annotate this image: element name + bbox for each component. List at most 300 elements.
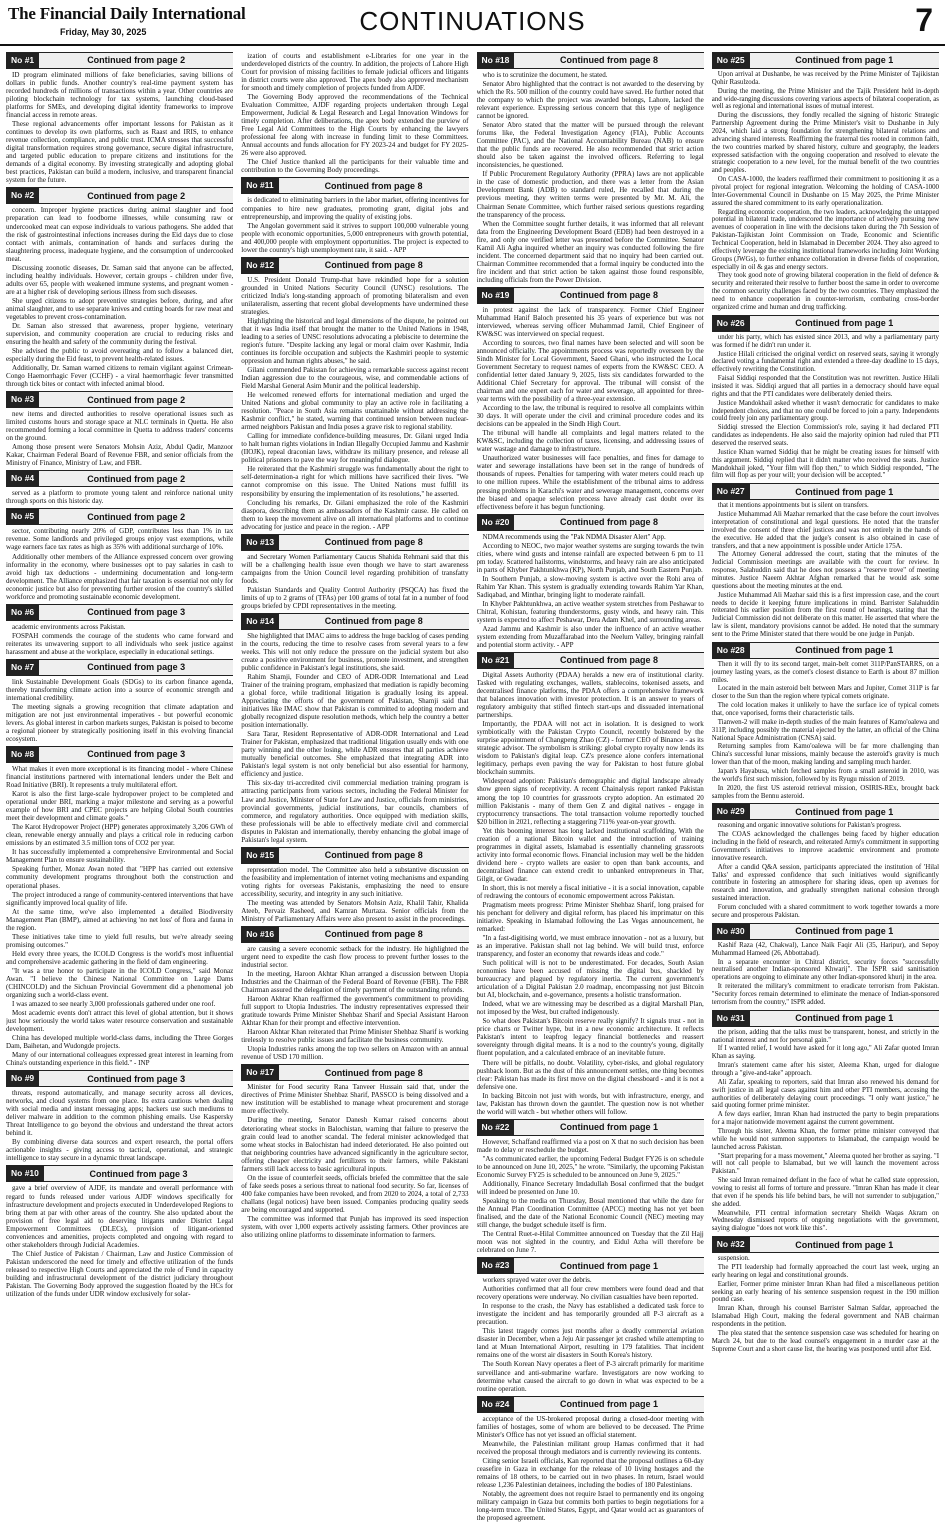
continuation-article (241, 613, 468, 844)
article-paragraph: Haroon Akhtar Khan reiterated that Prime Minister Shehbaz Sharif is working tirelessly to resolve public issues and facilitate the business community. (241, 1028, 469, 1045)
article-body (712, 822, 939, 919)
article-paragraph: The Central Ruet-e-Hilal Committee announced on Tuesday that the Zil Hajj moon was not sighted in the country, and Eidul Azha will therefore be celebrated on June 7. (476, 1230, 704, 1255)
continuation-article (6, 604, 233, 656)
continued-heading: Continued from page 1 (795, 55, 894, 66)
article-header (6, 1165, 233, 1182)
continued-heading: Continued from page 2 (87, 190, 186, 201)
article-paragraph: Concluding his remarks, Dr. Gilani emphasized the role of the Kashmiri diaspora, describing them as ambassadors of the Kashmir cause. He called on them to keep the movement alive on all international platforms and to continue advocating for justice and peace in the region. - APP (241, 498, 469, 531)
article-paragraph: who is to scrutinize the document, he stated. (482, 71, 608, 79)
article-body (241, 945, 468, 1061)
continuation-article (6, 391, 233, 467)
article-body (6, 678, 233, 743)
article-paragraph: There will be pitfalls, no doubt. Volatility, cyber-risks, and global regulatory pushback loom. But as the dust of this announcement settles, one thing becomes clear: Pakistan has made its first move on the digital chessboard - and it is not a defensive one. (476, 1058, 704, 1091)
article-paragraph: Meanwhile, PTI central information secretary Sheikh Waqas Akram on Wednesday dismissed reports of ongoing negotiations with the government, saying dialogue "does not work like this". (711, 1209, 939, 1233)
article-number-tag: No #19 (477, 288, 515, 303)
publication-date: Friday, May 30, 2025 (60, 27, 147, 37)
article-paragraph: Most academic events don't attract this level of global attention, but it shows just how seriously the world takes water resource conservation and sustainable development. (6, 1008, 234, 1034)
article-paragraph: "As communicated earlier, the upcoming Federal Budget FY26 is on schedule to be announced on June 10, 2025," he wrote. "Similarly, the upcoming Pakistan Economic Survey FY25 is scheduled to be announced on June 9, 2025." (476, 1154, 704, 1179)
continued-heading: Continued from page 1 (560, 1260, 659, 1271)
article-paragraph: Speaking further, Monaz Awan noted that "HPP has carried out extensive community development programs throughout both the construction and operational phases. (6, 865, 234, 890)
article-paragraph: under his party, which has existed since 2013, and why a parliamentary party was formed if he didn't run under it. (711, 333, 939, 349)
continued-heading: Continued from page 1 (795, 1013, 894, 1024)
article-number-tag: No #11 (241, 178, 278, 193)
article-paragraph: Additionally, Dr. Saman warned citizens to remain vigilant against Crimean-Congo Haemorrhagic Fever (CCHF) - a viral haemorrhagic fever transmitted through tick bites or contact with infected animal blood. (6, 364, 234, 389)
continuation-article (477, 514, 704, 649)
continuation-article (477, 52, 704, 284)
article-paragraph: They took good note of growing bilateral cooperation in the field of defence & security and reiterated their resolve to further boost the same in order to overcome the common security challenges faced by the two countries. They emphasized the need to enhance cooperation in counter-terrorism, combating cross-border organized crime and human and drug trafficking. (711, 272, 939, 311)
article-paragraph: Pragmatism meets progress: Prime Minister Shehbaz Sharif, long praised for his penchant for delivery and digital reform, has placed his imprimatur on this initiative. Speaking in Islamabad following the Las Vegas announcement, he remarked: (476, 900, 704, 933)
article-paragraph: Senator Abro highlighted that the contract is not awarded to the deserving by which the Rs. 500 million of the country could have saved. He further noted that the company to which the project was awarded belongs, Lahore, lacked the relevant experience. Expressing serious concern that this type of negligence cannot be ignored. (476, 80, 704, 121)
article-paragraph: During the meeting, the Prime Minister and the Tajik President held in-depth and wide-ranging discussions covering various aspects of bilateral cooperation, as well as regional and international issues of mutual interest. (711, 87, 939, 111)
article-number-tag: No #28 (712, 643, 750, 658)
article-paragraph: Karot is also the first large-scale hydropower project to be completed and operational under BRI, marking a major milestone and serving as a powerful example of how BRI and CPEC projects are helping Global South countries meet their development and climate goals." (6, 790, 234, 823)
article-paragraph: So what does Pakistan's Bitcoin reserve really signify? It signals trust - not in price charts or Twitter hype, but in a new economic architecture. It reflects Pakistan's intent to leapfrog legacy financial bottlenecks and reassert sovereignty through digital means. It is a nod to the country's young, digitally fluent population, and a calculated embrace of an inevitable future. (476, 1017, 704, 1058)
article-body (712, 661, 939, 801)
article-body (6, 1184, 233, 1297)
article-body (477, 1415, 704, 1522)
article-number-tag: No #1 (6, 53, 39, 68)
article-header (241, 177, 468, 194)
article-paragraph: She highlighted that IMAC aims to address the huge backlog of cases pending in the courts, reducing the time to resolve cases from several years to a few weeks. This will not only reduce the pressure on the judicial system but also create a positive environment for business, promote investment, and strengthen public confidence in Pakistan's legal institutions, she said. (241, 631, 469, 672)
article-paragraph: sector, contributing nearly 20% of GDP, contributes less than 1% in tax revenue. Some landlords and privileged groups enjoy vast exemptions, while wage earners face tax rates as high as 35% with additional surcharge of 10%. (6, 527, 234, 552)
article-paragraph: Unauthorized water businesses will face penalties, and fines for damage to water and sewerage installations have been set in the range of hundreds of thousands of rupees. Penalties for tampering with water meters could reach up to one million rupees. While the establishment of the tribunal aims to address pressing problems in Karachi's water and sewerage management, concerns over the biased and opaque selection process have already cast doubt over its effectiveness before it has begun functioning. (476, 454, 704, 511)
continuation-article (241, 177, 468, 253)
article-body (241, 276, 468, 531)
article-paragraph: Imran's statement came after his sister, Aleema Khan, urged for dialogue through a "give-and-take" approach. (711, 1062, 939, 1077)
continued-heading: Continued from page 3 (87, 662, 186, 673)
continuation-article (712, 803, 939, 919)
article-body (477, 1276, 704, 1392)
article-paragraph: In backing Bitcoin not just with words, but with infrastructure, energy, and law, Pakistan has thrown down the gauntlet. The question now is not whether the world will watch - but whether others will follow. (476, 1091, 704, 1116)
article-header (477, 1119, 704, 1136)
article-paragraph: Minister for Food security Rana Tanveer Hussain said that, under the directives of Prime Minister Shehbaz Sharif, PASSCO is being dissolved and a new institution will be established to manage wheat procurement and storage more effectively. (241, 1083, 469, 1116)
article-paragraph: Citing senior Israeli officials, Kan reported that the proposal outlines a 60-day ceasefire in Gaza in exchange for the release of 10 living hostages and the remains of 18 others, to be carried out in two phases. In return, Israel would release 1,236 Palestinian detainees, including the bodies of 180 Palestinians. (476, 1456, 704, 1489)
article-number-tag: No #25 (712, 53, 750, 68)
article-body (712, 1029, 939, 1233)
continued-heading: Continued from page 3 (87, 607, 186, 618)
article-header (712, 315, 939, 332)
article-paragraph: the prison, adding that the talks must be transparent, honest, and strictly in the national interest and not for personal gain." (711, 1028, 939, 1044)
article-body (477, 533, 704, 649)
article-paragraph: The meeting was attended by Senators Mohsin Aziz, Khalil Tahir, Khalida Ateeb, Pervaiz Rasheed, and Kamran Murtaza. Senior officials from the Ministry of Parliamentary Affairs were also present to assist in the proceedings. (241, 898, 469, 923)
article-paragraph: If Public Procurement Regulatory Authority (PPRA) laws are not applicable in the case of domestic production, and there was a letter from the Asian Development Bank (ADB) to standard ruled, He recalled that during the previous meeting, they written terms were presented by Mr. M. Ali, the Chairman Senate Committee, which further raised serious questions regarding the transparency of the process. (476, 170, 704, 219)
article-paragraph: The plea stated that the sentence suspension case was scheduled for hearing on March 24, but due to the lead counsel's engagement in a murder case at the Supreme Court and a short cause list, the hearing was postponed until after Eid. (711, 1329, 939, 1353)
continuation-article (241, 847, 468, 923)
continuation-article (241, 52, 468, 174)
article-header (712, 483, 939, 500)
article-paragraph: However, Schaffand reaffirmed via a post on X that no such decision has been made to delay or reschedule the budget. (476, 1137, 704, 1154)
masthead (0, 0, 945, 46)
article-number-tag: No #9 (6, 1071, 39, 1086)
continued-heading: Continued from page 8 (560, 290, 659, 301)
article-body (6, 71, 233, 184)
article-paragraph: and Secretary Women Parliamentary Caucus Shahida Rehmani said that this will be a challenging health issue even though we have to start awareness campaigns from the Union Council level regarding prohibition of transfatty foods. (241, 552, 469, 585)
article-body (712, 71, 939, 312)
article-paragraph: "In a fast-digitising world, we must embrace innovation - not as a luxury, but as an imperative. Pakistan shall not lag behind. We will build trust, enforce transparency, and foster an economy that rewards ideas and code." (476, 934, 704, 959)
article-paragraph: Utopia Industries ranks among the top two sellers on Amazon with an annual revenue of USD 170 million. (241, 1045, 469, 1062)
article-paragraph: These regional advancements offer important lessons for Pakistan as it continues to develop its own platforms, such as Raast and IRIS, to enhance revenue collection, compliance, and public trust. ICMA stresses that successful digital transformation requires strong governance, secure digital infrastructure, and targeted public education to prepare citizens and institutions for the demands of a digital economy. By investing strategically and adopting global best practices, Pakistan can build a modern, inclusive, and transparent financial system for the future. (6, 120, 234, 185)
article-body (6, 765, 233, 1067)
article-header (477, 652, 704, 669)
article-paragraph: Ali Zafar, speaking to reporters, said that Imran also renewed his demand for swift justice in all legal cases against him and other PTI members, accusing the authorities of deliberately delaying court proceedings. "I only want justice," he said quoting former prime minister. (711, 1078, 939, 1110)
article-paragraph: Japan's Hayabusa, which fetched samples from a small asteroid in 2010, was the world's first such mission, followed by its Ryugu mission of 2019. (711, 768, 939, 783)
article-header (6, 52, 233, 69)
article-paragraph: China has developed multiple world-class dams, including the Three Gorges Dam, Baihetan, and Wudongde projects. (6, 1034, 234, 1051)
article-number-tag: No #7 (6, 660, 39, 675)
article-paragraph: Justice Khan warned Siddiqi that he might be creating issues for himself with this argument. Siddiqi replied that it didn't matter who received the seats. Justice Mandokhail joked, "Your film will flop then," to which Siddiqi responded, "The film will flop as per your will; your decision will be accepted." (711, 448, 939, 480)
article-header (241, 613, 468, 630)
article-paragraph: By combining diverse data sources and expert research, the portal offers actionable insights - giving access to tactical, operational, and strategic intelligence to stay secure in a dynamic threat landscape. (6, 1138, 234, 1163)
article-header (6, 508, 233, 525)
article-body (241, 52, 468, 174)
article-paragraph: Authorities confirmed that all four crew members were found dead and that recovery operations were underway. No civilian casualties have been reported. (476, 1285, 704, 1302)
continued-heading: Continued from page 1 (560, 1398, 659, 1409)
article-paragraph: academic environments across Pakistan. (12, 622, 126, 631)
article-number-tag: No #16 (241, 927, 279, 942)
continuation-article (6, 746, 233, 1067)
continued-heading: Continued from page 1 (795, 806, 894, 817)
article-paragraph: Returning samples from Kamo'oalewa will be far more challenging than China's successful lunar missions, mainly because the asteroid's gravity is much lower than that of the moon, making landing and sampling much harder. (711, 743, 939, 767)
article-paragraph: acceptance of the US-brokered proposal during a closed-door meeting with families of hostages, some of whom are believed to be deceased. The Prime Minister's Office has not yet issued an official statement. (476, 1414, 704, 1439)
article-header (712, 642, 939, 659)
continued-heading: Continued from page 3 (87, 1073, 186, 1084)
article-paragraph: He reiterated that the Kashmiri struggle was fundamentally about the right to self-determination-a right for which millions have sacrificed their lives. "We cannot compromise on this issue. The United Nations must fulfill its responsibility by ensuring the implementation of its resolutions," he asserted. (241, 465, 469, 498)
article-number-tag: No #8 (6, 747, 39, 762)
article-paragraph: If I wanted relief, I would have asked for it long ago," Ali Zafar quoted Imran Khan as saying. (711, 1045, 939, 1061)
article-paragraph: workers sprayed water over the debris. (482, 1276, 592, 1285)
article-paragraph: In response to the crash, the Navy has established a dedicated task force to investigate the incident and has temporarily grounded all P-3 aircraft as a precaution. (476, 1302, 704, 1327)
article-paragraph: According to NEOC, two major weather systems are surging towards the twin cities, where wind gusts and intense rainfall are expected between 6 pm to 11 pm today. Scattered hailstorms, windstorms, and heavy rain are also anticipated in parts of Khyber Pakhtunkhwa (KP), North Punjab, and South Eastern Punjab. (476, 541, 704, 574)
continuation-article (712, 1010, 939, 1233)
article-paragraph: I was amazed to see nearly 3,000 professionals gathered under one roof. (12, 999, 216, 1008)
article-body (241, 553, 468, 610)
article-paragraph: Siddiqi stressed the Election Commission's role, saying it had declared PTI candidates as independents. He also said the majority opinion had ruled that PTI deserved the reserved seats. (711, 424, 939, 447)
continuation-article (6, 1165, 233, 1297)
article-header (6, 391, 233, 408)
article-paragraph: Pakistan Standards and Quality Control Authority (PSQCA) has fixed the limits of up to 2 grams of (TFAs) per 100 grams of total fat in a number of food groups briefed by CPDI representatives in the meeting. (241, 585, 469, 610)
article-paragraph: link Sustainable Development Goals (SDGs) to its carbon finance agenda, thereby transforming climate action into a source of economic strength and international credibility. (6, 677, 234, 702)
paper-name: The Financial Daily International (8, 4, 246, 23)
article-paragraph: The project introduced a range of community-centered interventions that have significantly improved local quality of life. (6, 890, 234, 907)
article-body (712, 502, 939, 639)
article-number-tag: No #26 (712, 316, 750, 331)
article-paragraph: Widespread adoption: Pakistan's demographic and digital landscape already show green signs of receptivity. A recent Chainalysis report ranked Pakistan among the top 10 countries for grassroots crypto adoption. An estimated 20 million Pakistanis - many of them Gen Z and digital natives - engage in cryptocurrency transactions. The total transaction volume reportedly touched $20 billion in 2021, reflecting a staggering 711% year-on-year growth. (476, 777, 704, 826)
article-paragraph: Such political will is not to be underestimated. For decades, South Asian economies have been accused of missing the digital bus, shackled by bureaucracy and plagued by regulatory inertia. The current government's articulation of a Digital Pakistan 2.0 roadmap, encompassing not just Bitcoin but AI, blockchain, and e-governance, presents a holistic transformation. (476, 959, 704, 1000)
article-header (6, 746, 233, 763)
article-header (712, 1236, 939, 1253)
article-paragraph: These initiatives take time to yield full results, but we're already seeing promising outcomes." (6, 932, 234, 949)
article-paragraph: She said Imran remained defiant in the face of what he called state oppression, vowing to resist all forms of torture and pressure. "Imran Khan has made it clear that even if he spends his life behind bars, he will not surrender to subjugation," she added. (711, 1177, 939, 1208)
article-number-tag: No #10 (6, 1166, 44, 1181)
article-paragraph: Meanwhile, the Palestinian militant group Hamas confirmed that it had received the proposal through mediators and is currently reviewing its contents. (476, 1439, 704, 1456)
article-paragraph: Speaking to the media on Thursday, Bosal mentioned that while the date for the Annual Plan Coordination Committee (APCC) meeting has not yet been finalised, and the date of the National Economic Council (NEC) meeting may still change, the budget schedule itself is firm. (476, 1196, 704, 1230)
article-paragraph: Additionally, Finance Secretary Imdadullah Bosal confirmed that the budget will indeed be presented on June 10. (476, 1179, 704, 1196)
article-header (477, 52, 704, 69)
article-paragraph: "It was a true honor to participate in the ICOLD Congress," said Monaz Awan. "I believe the Chinese National Committee on Large Dams (CHINCOLD) and the Sichuan Provincial Government did a phenomenal job organizing such a world-class event. (6, 966, 234, 999)
article-paragraph: U.S. President Donald Trump-that have rekindled hope for a solution grounded in United Nations Security Council (UNSC) resolutions. The criticized India's long-standing approach of promoting bilateralism and even unilateralism, asserting that recent global developments have undermined these strategies. (241, 275, 469, 316)
continuation-article (241, 926, 468, 1061)
continued-heading: Continued from page 8 (324, 850, 423, 861)
article-header (477, 1257, 704, 1274)
article-paragraph: In the meeting, Haroon Akhtar Khan arranged a discussion between Utopia Industries and the Chairman of the Federal Board of Revenue (FBR). The FBR Chairman assured the delegation of timely payment of the outstanding refunds. (241, 970, 469, 995)
article-paragraph: On the issue of counterfeit seeds, officials briefed the committee that the sale of fake seeds poses a serious threat to national food security. So far, licenses of 400 fake companies have been revoked, and from 2020 to 2024, a total of 2,733 challans (legal notices) have been issued. Companies producing quality seeds are being encouraged and supported. (241, 1173, 469, 1214)
continued-heading: Continued from page 1 (560, 1122, 659, 1133)
article-body (712, 942, 939, 1007)
article-header (6, 1070, 233, 1087)
article-paragraph: Among those present were Senators Mohsin Aziz, Abdul Qadir, Manzoor Kakar, Chairman Federal Board of Revenue FBR, and senior officials from the Ministry of Finance, Ministry of Law, and FBR. (6, 443, 234, 468)
article-number-tag: No #23 (477, 1258, 515, 1273)
article-paragraph: He welcomed renewed efforts for international mediation and urged the United Nations and global community to play an active role in facilitating a resolution. "Peace in South Asia remains unattainable without addressing the Kashmir conflict," he stated, warning that continued tension between nuclear-armed neighbors Pakistan and India poses a grave risk to regional stability. (241, 391, 469, 432)
article-paragraph: The committee was informed that Punjab has improved its seed inspection system, with over 1,000 experts actively assisting farmers. Other provinces are also utilizing online platforms to disseminate information to farmers. (241, 1214, 469, 1239)
article-number-tag: No #29 (712, 804, 750, 819)
article-paragraph: reasoning and organic innovative solutions for Pakistan's progress. (717, 822, 902, 830)
article-number-tag: No #27 (712, 484, 750, 499)
continuation-article (6, 659, 233, 743)
continued-heading: Continued from page 1 (795, 318, 894, 329)
article-number-tag: No #30 (712, 924, 750, 939)
article-paragraph: The South Korean Navy operates a fleet of P-3 aircraft primarily for maritime surveillance and anti-submarine warfare. Investigators are now working to determine what caused the aircraft to go down in what was expected to be a routine operation. (476, 1360, 704, 1393)
continuation-article (477, 1396, 704, 1522)
continued-heading: Continued from page 8 (324, 260, 423, 271)
article-body (712, 1255, 939, 1353)
article-number-tag: No #31 (712, 1011, 750, 1026)
article-paragraph: Justice Mandokhail asked whether it wasn't democratic for candidates to make independent choices, and that no one could be forced to join a party. Independents could freely join any parliamentary group. (711, 399, 939, 423)
continuation-article (712, 483, 939, 639)
continuation-article (712, 642, 939, 801)
article-paragraph: Highlighting the historical and legal dimensions of the dispute, he pointed out that it was India itself that brought the matter to the United Nations in 1948, leading to a series of UNSC resolutions advocating a plebiscite to determine the region's future. "Despite lacking any legal or moral claim over Kashmir, India continues its forcible occupation and subjects the Kashmiri people to systemic oppression and human rights abuses," he said. (241, 316, 469, 365)
article-body (241, 196, 468, 253)
continued-heading: Continued from page 8 (560, 55, 659, 66)
article-body (6, 623, 233, 656)
continued-heading: Continued from page 8 (324, 537, 423, 548)
article-number-tag: No #18 (477, 53, 515, 68)
article-body (712, 334, 939, 480)
article-number-tag: No #20 (477, 515, 515, 530)
article-paragraph: Senator Abro stated that the matter will be pursued through the relevant forums like, the Federal Investigation Agency (FIA), Public Accounts Committee (PAC), and the National Accountability Bureau (NAB) to ensure that the public funds are recovered. He also recommended that strict action should also be taken against the involved officers. Referring to legal inconsistencies, he questioned. (476, 121, 704, 170)
continued-heading: Continued from page 1 (795, 1239, 894, 1250)
article-paragraph: Kashif Raza (42, Chakwal), Lance Naik Faqir Ali (35, Haripur), and Sepoy Muhammad Hameed (26, Abbottabad). (711, 941, 939, 957)
continued-heading: Continued from page 3 (87, 749, 186, 760)
article-header (477, 514, 704, 531)
article-number-tag: No #21 (477, 653, 515, 668)
article-paragraph: In 2020, the first US asteroid retrieval mission, OSIRIS-REx, brought back samples from the Bennu asteroid. (711, 784, 939, 800)
article-body (6, 1089, 233, 1162)
continuation-article (6, 508, 233, 600)
article-paragraph: During the meeting, Senator Danesh Kumar raised concerns about deteriorating wheat stocks in Balochistan, warning that failure to preserve the grain could lead to another scandal. The federal minister acknowledged that some wheat stocks in Balochistan had indeed deteriorated. He also pointed out that neighboring countries have advanced significantly in the agriculture sector, offering cheaper electricity and fertilizers to their farmers, while Pakistani farmers still lack access to basic agricultural inputs. (241, 1116, 469, 1173)
article-paragraph: The Chief Justice thanked all the participants for their valuable time and contribution to the Governing Body proceedings. (241, 158, 469, 175)
article-body (241, 1083, 468, 1239)
article-paragraph: Through his sister, Aleema Khan, the former prime minister conveyed that while he would not summon supporters to Islamabad, the campaign would be launched across Pakistan. (711, 1127, 939, 1151)
article-paragraph: The Governing Body approved the recommendations of the Technical Evaluation Committee, AJDF regarding projects undertaken through Legal Empowerment, Judicial & Legal Research and Legal Innovation Windows for timely completion. After deliberations, the apex body extended the purview of Free Legal Aid Committees to the High Courts by enhancing the lawyers professional fee along with increase in funding limit to these Committees. Annual accounts and funds allocation for FY 2023-24 and budget for FY 2025-26 were also approved. (241, 93, 469, 158)
continuation-article (712, 923, 939, 1007)
column-3 (477, 52, 704, 1522)
article-paragraph: When the Committee sought further details, it was informed that all relevant data from the Engineering Development Board (EDB) had been destroyed in a fire, and only one verified letter was presented before the Committee. Senator Kamil Ali Agha inquired whether an inquiry was conducted following the fire incident. The concerned department said that no inquiry had been carried out. Chairman Committee recommended that a formal inquiry be conducted into the fire incident and that strict action be taken against those found responsible, including officials from the Power Division. (476, 219, 704, 284)
article-paragraph: During the discussions, they fondly recalled the signing of historic Strategic Partnership Agreement during the Prime Minister's visit to Dushanbe in July 2024, which laid a strong foundation for strengthening bilateral relations and advancing shared interests. Reaffirming the fraternal ties rooted in common faith, the two countries marked by shared history, culture and geography, the leaders expressed satisfaction with the ongoing cooperation and resolved to elevate the strategic cooperation to a new level, for the mutual benefit of the two countries and peoples. (711, 112, 939, 175)
article-paragraph: The Attorney General addressed the court, stating that the minutes of the Judicial Commission meetings are available with the court for review. In response, Salahuddin said that he does not possess a "reserve trove" of meeting minutes. Justice Naeem Akhtar Afghan remarked that he would ask some questions about the meeting minutes at the end. (711, 551, 939, 590)
article-paragraph: What makes it even more exceptional is its financing model - where Chinese financial institutions partnered with international lenders under the Belt and Road Initiative (BRI). It represents a truly multilateral effort. (6, 765, 234, 790)
article-paragraph: According to the law, the tribunal is required to resolve all complaints within 30 days. It will operate under the civil and criminal procedure codes and its decisions can be appealed in the Sindh High Court. (476, 404, 704, 429)
continued-heading: Continued from page 8 (324, 1067, 423, 1078)
article-body (6, 489, 233, 505)
article-paragraph: served as a platform to promote young talent and reinforce national unity through sports on this historic day. (6, 489, 234, 506)
article-number-tag: No #3 (6, 392, 39, 407)
article-paragraph: suspension. (717, 1255, 750, 1263)
article-body (6, 527, 233, 600)
continuation-article (477, 1257, 704, 1392)
column-2 (241, 52, 468, 1522)
article-number-tag: No #6 (6, 605, 39, 620)
article-header (6, 470, 233, 487)
article-body (477, 671, 704, 1116)
article-paragraph: Azad Jammu and Kashmir is also under the influence of an active weather system extending from Muzaffarabad into the Neelum Valley, bringing rainfall and potential storm activity. - APP (476, 624, 704, 649)
article-paragraph: In Khyber Pakhtunkhwa, an active weather system stretches from Peshawar to Chitral, Kohistan, featuring thunderstorms, gusty winds, and heavy rain. This system is expected to affect Peshawar, Dera Adam Khel, and surrounding areas. (476, 599, 704, 624)
article-paragraph: It reiterated the military's commitment to eradicate terrorism from Pakistan. "Security forces remain determined to eliminate the menace of Indian-sponsored terrorism from the country," ISPR added. (711, 983, 939, 1006)
article-number-tag: No #22 (477, 1120, 515, 1135)
article-paragraph: Yet this booming interest has long lacked institutional scaffolding. With the creation of a national Bitcoin wallet and the introduction of training programmes in digital assets, Islamabad is essentially channeling grassroots activity into formal economic flows. Financial inclusion may well be the hidden dividend here - crypto wallets are easier to open than bank accounts, and decentralised finance can extend credit to unbanked entrepreneurs in Thar, Gilgit, or Gwadar. (476, 826, 704, 883)
page-number: 7 (915, 2, 933, 38)
article-paragraph: Upon arrival at Dushanbe, he was received by the Prime Minister of Tajikistan Qohir Rasulzoda. (711, 71, 939, 86)
article-paragraph: Gilani commended Pakistan for achieving a remarkable success against recent Indian aggression due to the courageous, wise, and commendable actions of Field Marshal General Asim Munir and the political leadership. (241, 366, 469, 391)
article-paragraph: The Karot Hydropower Project (HPP) generates approximately 3,206 GWh of clean, renewable energy annually and plays a critical role in reducing carbon emissions by an estimated 3.5 million tons of CO2 per year. (6, 823, 234, 848)
article-body (241, 632, 468, 844)
section-title: CONTINUATIONS (359, 6, 586, 36)
continuation-article (6, 187, 233, 388)
continuation-article (712, 315, 939, 480)
continuation-article (477, 287, 704, 511)
article-header (477, 1396, 704, 1413)
article-header (712, 923, 939, 940)
article-number-tag: No #13 (241, 535, 279, 550)
article-paragraph: Discussing zoonotic diseases, Dr. Saman said that anyone can be affected, including healthy individuals. However, certain groups - children under five, adults over 65, people with weakened immune systems, and pregnant women - are at a higher risk of developing serious illness from such diseases. (6, 263, 234, 296)
article-paragraph: Tianwen-2 will make in-depth studies of the main features of Kamo'oalewa and 311P, including possibly the material ejected by the latter, an official of the China National Space Administration (CNSA) said. (711, 718, 939, 742)
article-number-tag: No #12 (241, 258, 279, 273)
article-paragraph: Justice Muhammad Ali Mazhar remarked that the case before the court involves interpretation of constitutional and legal questions. He noted that the transfer involved the consent of three chief justices and was not entirely in the hands of the executive. He added that the judge's consent is also obtained in case of transfers, and that a new appointment is possible under Article 175A. (711, 511, 939, 550)
column-1 (6, 52, 233, 1522)
article-paragraph: In Southern Punjab, a slow-moving system is active over the Rohi area of Rahim Yar Khan. This system is gradually extending towards Rahim Yar Khan, Sadiqabad, and Minthar, bringing light to moderate rainfall. (476, 574, 704, 599)
article-paragraph: Justice Hilali criticised the original verdict on reserved seats, saying it wrongly declared voting a fundamental right and extended a three-day deadline to 15 days, effectively rewriting the Constitution. (711, 350, 939, 374)
article-paragraph: Located in the main asteroid belt between Mars and Jupiter, Comet 311P is far closer to the Sun than the region where typical comets originate. (711, 685, 939, 701)
article-paragraph: In short, this is not merely a fiscal initiative - it is a social innovation, capable of redrawing the contours of economic empowerment across Pakistan. (476, 883, 704, 900)
article-paragraph: Regarding economic cooperation, the two leaders, acknowledging the untapped potential in bilateral trade, underscored the importance of actively pursuing new avenues of cooperation in line with the decisions taken during the 7th Session of Pakistan-Tajikistan Joint Commission on Trade, Economic and Scientific Technical Cooperation, held in Islamabad in December 2024. They also agreed to effectively leverage the existing institutional frameworks including Joint Working Groups (JWGs), to further enhance collaboration in diverse fields of cooperation, especially in oil & gas and energy sectors. (711, 208, 939, 271)
article-paragraph: The COAS acknowledged the challenges being faced by higher education including in the field of research, and reiterated Army's commitment in supporting Government's initiatives to improve academic environment and promote innovative research. (711, 831, 939, 862)
article-paragraph: Indeed, what we are witnessing may be described as a digital Marshall Plan, not imposed by the West, but crafted indigenously. (476, 1000, 704, 1017)
article-header (241, 534, 468, 551)
continued-heading: Continued from page 8 (560, 655, 659, 666)
article-paragraph: The Angolan government said it strives to support 100,000 vulnerable young people with economic opportunities, 5,000 entrepreneurs with growth potential, and 400,000 people with employment opportunities. The project is expected to lower the country's high unemployment rate, it said. - APP (241, 221, 469, 254)
article-paragraph: The cold location makes it unlikely to have the surface ice of typical comets that, once vaporised, forms their characteristic tails. (711, 702, 939, 718)
article-paragraph: are causing a severe economic setback for the industry. He highlighted the urgent need to expedite the cash flow process to prevent further losses to the industrial sector. (241, 944, 469, 969)
continued-heading: Continued from page 8 (324, 929, 423, 940)
continuation-article (241, 257, 468, 531)
continued-heading: Continued from page 1 (795, 486, 894, 497)
article-paragraph: Importantly, the PDAA will not act in isolation. It is designed to work symbiotically with the Pakistan Crypto Council, recently bolstered by the surprise appointment of Changpeng Zhao (CZ) - former CEO of Binance - as its strategic advisor. The symbolism is striking: global crypto royalty now lends its wisdom to Pakistan's digital leap. CZ's presence alone confers international legitimacy, perhaps even paving the way for Pakistan to host future global blockchain summits. (476, 720, 704, 777)
article-number-tag: No #17 (241, 1065, 279, 1080)
article-paragraph: is dedicated to eliminating barriers in the labor market, offering incentives for companies to hire new graduates, promoting grant, digital jobs and entrepreneurship, and improving the quality of existing jobs. (241, 196, 469, 221)
article-paragraph: Forum concluded with a shared commitment to work together towards a more secure and prosperous Pakistan. (711, 904, 939, 919)
article-header (477, 287, 704, 304)
article-paragraph: After a candid Q&A session, participants appreciated the institution of 'Hilal Talks' and expressed confidence that such initiatives would significantly contribute in fostering an atmosphere for sharing ideas, open up avenues for research and innovation, and gradually strengthen national cohesion through sustained interaction. (711, 863, 939, 903)
article-paragraph: Then it will fly to its second target, main-belt comet 311P/PanSTARRS, on a journey lasting years, as the comet's closest distance to Earth is about 87 million miles. (711, 660, 939, 684)
article-number-tag: No #2 (6, 188, 39, 203)
article-paragraph: She advised the public to avoid overeating and to follow a balanced diet, especially during the Eid feast, to prevent health-related issues. (6, 346, 234, 363)
continuation-article (6, 52, 233, 184)
continued-heading: Continued from page 8 (324, 180, 423, 191)
continuation-article (712, 52, 939, 312)
article-number-tag: No #15 (241, 848, 279, 863)
article-body (6, 206, 233, 388)
continued-heading: Continued from page 2 (87, 511, 186, 522)
article-header (6, 604, 233, 621)
article-body (477, 71, 704, 284)
article-paragraph: Earlier, Former prime minister Imran Khan had filed a miscellaneous petition seeking an early hearing of his sentence suspension request in the 190 million pound case. (711, 1280, 939, 1304)
article-header (241, 847, 468, 864)
article-paragraph: in protest against the lack of transparency. Former Chief Engineer Muhammad Hanif Baloch presented his 35 years of experience but was not interviewed, whereas serving officer Muhammad Jamil, Chief Engineer of KW&SC was interviewed on special request. (476, 305, 704, 338)
article-number-tag: No #14 (241, 614, 279, 629)
article-paragraph: She urged citizens to adopt preventive strategies before, during, and after animal slaughter, and to use separate knives and cutting boards for raw meat and vegetables to prevent cross-contamination. (6, 296, 234, 321)
article-paragraph: In a separate encounter in Chitral district, security forces "successfully neutralised another Indian-sponsored Khwarij". The ISPR said sanitisation operations are ongoing to eliminate any other Indian-sponsored khurij in the area. (711, 958, 939, 982)
article-number-tag: No #4 (6, 471, 39, 486)
article-body (241, 866, 468, 923)
article-paragraph: Haroon Akhtar Khan reaffirmed the government's commitment to providing full support to Utopia Industries. The industry representatives expressed their gratitude towards Prime Minister Shehbaz Sharif and Special Assistant Haroon Akhtar Khan for their prompt and effective intervention. (241, 995, 469, 1028)
article-paragraph: Dr. Saman also stressed that awareness, proper hygiene, veterinary supervision, and community cooperation are crucial to reducing risks and ensuring the health and safety of the community during the festival. (6, 321, 234, 346)
continuation-article (477, 1119, 704, 1254)
article-body (477, 306, 704, 511)
article-paragraph: It has successfully implemented a comprehensive Environmental and Social Management Plan to ensure sustainability. (6, 848, 234, 865)
continued-heading: Continued from page 8 (324, 616, 423, 627)
column-4 (712, 52, 939, 1522)
article-number-tag: No #5 (6, 509, 39, 524)
article-paragraph: Faisal Siddiqi responded that the Constitution was not rewritten. Justice Hilali insisted it was. Siddiqi argued that all parties in a democracy should have equal rights and that the PTI candidates were deliberately denied theirs. (711, 375, 939, 398)
article-header (241, 1064, 468, 1081)
article-paragraph: Rahim Shamji, Founder and CEO of ADR-ODR International and Lead Trainer of the training program, emphasized that mediation is rapidly becoming a global force, while traditional litigation is gradually losing its appeal. Appreciating the efforts of the government of Pakistan, Shamji said that initiatives like IMAC show that Pakistan is committed to adopting modern and globally recognized dispute resolution methods, which help the country a better position internationally. (241, 673, 469, 730)
article-paragraph: At the same time, we've also implemented a detailed Biodiversity Management Plan (BMP), aimed at achieving 'no net loss' of flora and fauna in the region. (6, 907, 234, 932)
article-body (477, 1138, 704, 1254)
article-paragraph: Additionally other members of the Alliance expressed concern over growing informality in the economy, where businesses opt to pay salaries in cash to avoid high tax deductions - undermining documentation and long-term development. The Alliance emphasized that fair taxation is essential not only for economic justice but also for preventing further erosion of the country's skilled workforce and promoting sustainable economic development. (6, 552, 234, 601)
continuation-article (6, 1070, 233, 1162)
continuation-article (241, 534, 468, 610)
continuation-article (712, 1236, 939, 1353)
article-paragraph: Calling for immediate confidence-building measures, Dr. Gilani urged India to halt human rights violations in Indian Illegally Occupied Jammu and Kashmir (IIOJK), repeal draconian laws, withdraw its military presence, and release all political prisoners to pave the way for meaningful dialogue. (241, 432, 469, 465)
article-paragraph: NDMA recommends using the "Pak NDMA Disaster Alert" App. (482, 532, 666, 541)
article-paragraph: Imran Khan, through his counsel Barrister Salman Safdar, approached the Islamabad High Court, making the federal government and NAB chairman respondents in the petition. (711, 1305, 939, 1329)
continued-heading: Continued from page 3 (89, 1168, 188, 1179)
article-paragraph: A few days earlier, Imran Khan had instructed the party to begin preparations for a major nationwide movement against the current government. (711, 1111, 939, 1127)
article-paragraph: Notably, the agreement does not require Israel to permanently end its ongoing military campaign in Gaza but commits both parties to begin negotiations for a long-term truce. The United States, Egypt, and Qatar would act as guarantors of the proposed agreement. (476, 1489, 704, 1522)
continued-heading: Continued from page 2 (87, 55, 186, 66)
article-number-tag: No #24 (477, 1397, 515, 1412)
article-paragraph: gave a brief overview of AJDF, its mandate and overall performance with regard to funds released under various AJDF windows specifically for infrastructure development and projects executed in Underdeveloped Regions to bring them at par with other areas of the country. She also updated about the provision of free legal aid to deserving litigants under District Legal Empowerment Committees (DLECs), provision of litigant-oriented conveniences and amenities, projects completed and ongoing with regard to other stakeholders through Judicial Academies. (6, 1184, 234, 1249)
article-paragraph: FOSPAH commends the courage of the students who came forward and reiterates its unwavering support to all individuals who seek justice against harassment and abuse at the workplace, especially in educational settings. (6, 631, 234, 656)
article-body (6, 410, 233, 467)
article-paragraph: This latest tragedy comes just months after a deadly commercial aviation disaster in December, when a Jeju Air passenger jet crashed while attempting to land at Muan International Airport, resulting in 179 fatalities. That incident remains one of the worst air disasters in South Korea's history. (476, 1327, 704, 1360)
continued-heading: Continued from page 2 (87, 394, 186, 405)
article-paragraph: On CASA-1000, the leaders reaffirmed their commitment to positioning it as a pivotal project for regional integration. Welcoming the holding of CASA-1000 Inter-Governmental Council in Dushanbe on 15 May 2025, the Prime Minister assured the shared commitment to its early operationalization. (711, 176, 939, 207)
article-paragraph: Sara Tarar, Resident Representative of ADR-ODR International and Lead Trainer for Pakistan, emphasized that traditional litigation usually ends with one party winning and the other losing, while ADR ensures that all parties achieve mutually beneficial outcomes. She emphasized that integrating ADR into Pakistan's legal system is not only beneficial but also essential for harmony, efficiency and justice. (241, 730, 469, 779)
article-paragraph: that it mentions appointments but is silent on transfers. (717, 502, 869, 510)
article-header (712, 803, 939, 820)
article-paragraph: Many of our international colleagues expressed great interest in learning from China's outstanding experience in this field." - INP (6, 1051, 234, 1068)
article-paragraph: threats, respond automatically, and manage security across all devices, networks, and cloud systems from one place. Its extra cautious when dealing with social media and instant messaging apps; hackers use such mediums to deliver malware in addition to the common phishing emails. Use Kaspersky Threat Intelligence to go beyond the obvious and understand the threat actors behind it. (6, 1089, 234, 1138)
article-header (241, 257, 468, 274)
article-paragraph: concern. Improper hygiene practices during animal slaughter and food preparation can lead to foodborne illnesses, while consuming raw or undercooked meat can expose individuals to various pathogens. She added that the risk of gastrointestinal infections increases during the Eid days due to close contact with animals, contamination of hands and surfaces during the slaughtering process, inadequate hygiene, and the consumption of undercooked meat. (6, 206, 234, 263)
article-number-tag: No #32 (712, 1237, 750, 1252)
continued-heading: Continued from page 1 (795, 926, 894, 937)
article-paragraph: new items and directed authorities to resolve operational issues such as limited customs hours and storage space at NLC terminals in Quetta. He also recommended forming a local committee in Quetta to address traders' concerns on the ground. (6, 410, 234, 443)
continuation-article (241, 1064, 468, 1239)
article-paragraph: The PTI leadership had formally approached the court last week, urging an early hearing on legal and constitutional grounds. (711, 1264, 939, 1279)
continued-heading: Continued from page 8 (560, 516, 659, 527)
article-header (241, 926, 468, 943)
